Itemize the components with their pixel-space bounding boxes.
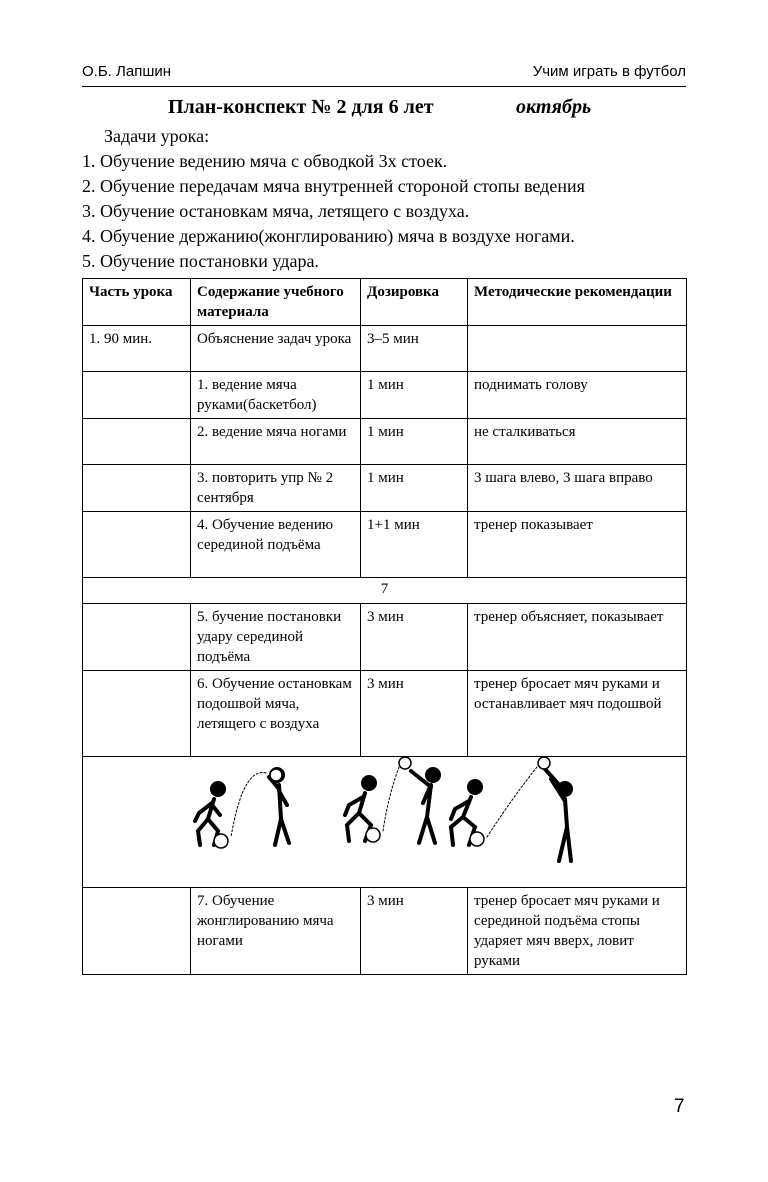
table-row	[83, 512, 687, 578]
cell-dose: 3 мин	[361, 888, 468, 975]
cell-content: 7. Обучение жонглированию мяча ногами	[191, 888, 361, 975]
cell-part: 1. 90 мин.	[83, 326, 191, 372]
player-head	[361, 775, 377, 791]
table-header-row	[83, 279, 687, 326]
table-row	[83, 372, 687, 419]
ball-trajectory	[231, 773, 266, 837]
header-book-title: Учим играть в футбол	[532, 63, 686, 80]
cell-content: 3. повторить упр № 2 сентября	[191, 465, 361, 512]
cell-part	[83, 465, 191, 512]
cell-dose: 1 мин	[361, 419, 468, 465]
cell-content: 4. Обучение ведению серединой подъёма	[191, 512, 361, 578]
cell-part	[83, 888, 191, 975]
ball-icon	[366, 828, 380, 842]
cell-part	[83, 512, 191, 578]
page-marker: 7	[83, 578, 687, 604]
cell-notes	[468, 326, 687, 372]
table-row	[83, 419, 687, 465]
cell-part	[83, 419, 191, 465]
cell-part	[83, 671, 191, 757]
illustration-row	[83, 757, 687, 888]
cell-part	[83, 372, 191, 419]
lesson-plan-table	[82, 278, 687, 975]
table-row	[83, 671, 687, 757]
task-item: 4. Обучение держанию(жонглированию) мяча в воздухе ногами.	[82, 226, 575, 246]
ball-trajectory	[383, 767, 399, 831]
ball-trajectory	[487, 767, 537, 837]
ball-icon	[214, 834, 228, 848]
header-notes: Методические рекомендации	[468, 279, 687, 326]
cell-notes: не сталкиваться	[468, 419, 687, 465]
task-item: 2. Обучение передачам мяча внутренней стороной стопы ведения	[82, 176, 585, 196]
cell-notes: поднимать голову	[468, 372, 687, 419]
cell-content: 6. Обучение остановкам подошвой мяча, летящего с воздуха	[191, 671, 361, 757]
cell-content: 5. бучение постановки удару серединой подъёма	[191, 604, 361, 671]
task-item: 1. Обучение ведению мяча с обводкой 3х стоек.	[82, 151, 448, 171]
title-month: октябрь	[516, 96, 592, 118]
cell-part	[83, 604, 191, 671]
title-main: План-конспект № 2 для 6 лет	[168, 96, 434, 118]
cell-dose: 1 мин	[361, 372, 468, 419]
cell-dose: 3–5 мин	[361, 326, 468, 372]
illustration-cell	[83, 757, 687, 888]
cell-dose: 1+1 мин	[361, 512, 468, 578]
player-head	[425, 767, 441, 783]
cell-notes: тренер бросает мяч руками и серединой подъёма стопы ударяет мяч вверх, ловит руками	[468, 888, 687, 975]
lesson-tasks	[82, 124, 702, 274]
cell-notes: тренер объясняет, показывает	[468, 604, 687, 671]
cell-dose: 1 мин	[361, 465, 468, 512]
cell-dose: 3 мин	[361, 671, 468, 757]
cell-notes: 3 шага влево, 3 шага вправо	[468, 465, 687, 512]
table-row	[83, 604, 687, 671]
table-row	[83, 326, 687, 372]
header-part: Часть урока	[83, 279, 191, 326]
header-dose: Дозировка	[361, 279, 468, 326]
table-row	[83, 465, 687, 512]
cell-content: 1. ведение мяча руками(баскетбол)	[191, 372, 361, 419]
throwing-coach	[269, 777, 289, 845]
tasks-heading: Задачи урока:	[104, 126, 210, 146]
ball-icon	[538, 757, 550, 769]
table-row	[83, 888, 687, 975]
ball-icon	[270, 769, 282, 781]
cell-content: Объяснение задач урока	[191, 326, 361, 372]
header-content: Содержание учебного материала	[191, 279, 361, 326]
header-author: О.Б. Лапшин	[82, 63, 172, 80]
running-header	[82, 56, 686, 87]
cell-notes: тренер бросает мяч руками и останавливает мяч подошвой	[468, 671, 687, 757]
ball-icon	[470, 832, 484, 846]
task-item: 3. Обучение остановкам мяча, летящего с воздуха.	[82, 201, 470, 221]
stick-figures-illustration	[83, 757, 685, 881]
cell-notes: тренер показывает	[468, 512, 687, 578]
player-head	[210, 781, 226, 797]
task-item: 5. Обучение постановки удара.	[82, 251, 319, 271]
cell-content: 2. ведение мяча ногами	[191, 419, 361, 465]
page-number: 7	[674, 1096, 685, 1117]
player-head	[467, 779, 483, 795]
cell-dose: 3 мин	[361, 604, 468, 671]
ball-icon	[399, 757, 411, 769]
page-marker-row	[83, 578, 687, 604]
